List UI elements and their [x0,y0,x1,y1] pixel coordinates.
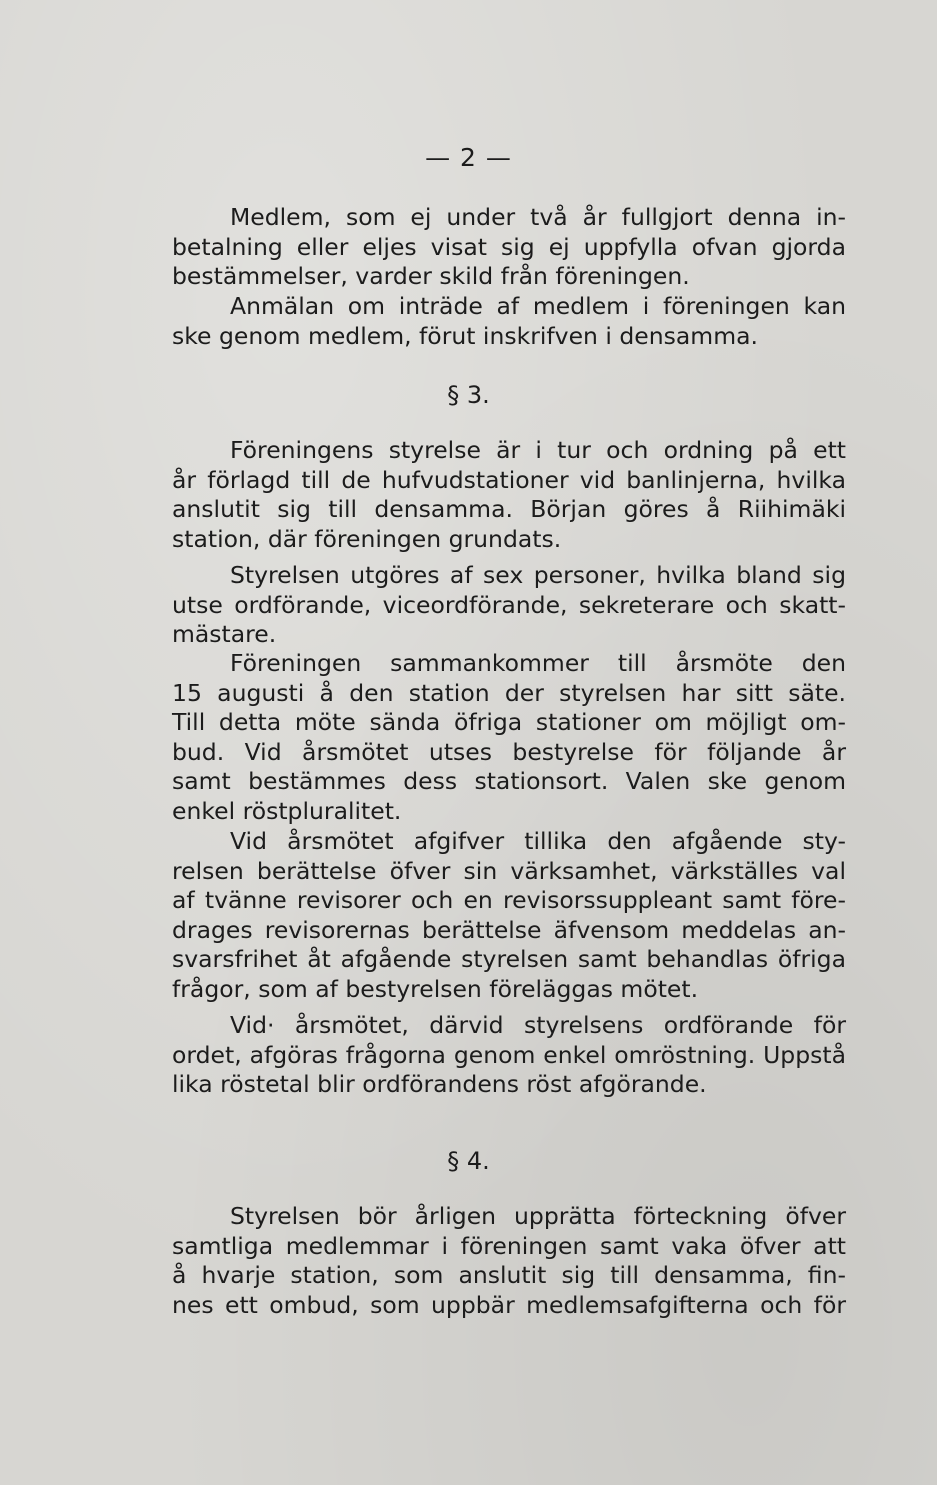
page-number: — 2 — [425,143,512,172]
text-line: betalning eller eljes visat sig ej uppfylla ofvan gjorda [172,232,846,261]
paragraph-board-composition [172,561,846,650]
text-line: lika röstetal blir ordförandens röst afgörande. [172,1070,707,1099]
paragraph-membership-removal [172,203,846,292]
text-line: frågor, som af bestyrelsen föreläggas mötet. [172,974,699,1003]
text-line: Anmälan om inträde af medlem i föreningen kan [230,292,846,320]
text-line: samtliga medlemmar i föreningen samt vaka öfver att [172,1231,846,1260]
paragraph-annual-report [172,827,846,1005]
paragraph-member-register [172,1202,846,1320]
paragraph-board-location [172,436,846,554]
text-line: anslutit sig till densamma. Början göres å Riihimäki [172,495,846,524]
text-line: drages revisorernas berättelse äfvensom meddelas an- [172,915,846,944]
text-line: station, där föreningen grundats. [172,524,562,553]
text-line: samt bestämmes dess stationsort. Valen ske genom [172,767,846,796]
text-line: enkel röstpluralitet. [172,796,402,825]
text-line: Styrelsen bör årligen upprätta förteckning öfver [230,1202,846,1230]
text-line: ordet, afgöras frågorna genom enkel omröstning. Uppstå [172,1040,846,1069]
text-line: Föreningens styrelse är i tur och ordning på ett [230,436,846,464]
text-line: bud. Vid årsmötet utses bestyrelse för följande år [172,737,846,766]
text-line: 15 augusti å den station der styrelsen har sitt säte. [172,678,846,707]
text-line: mästare. [172,620,277,649]
text-line: Till detta möte sända öfriga stationer om möjligt om- [172,708,846,737]
text-line: å hvarje station, som anslutit sig till densamma, fin- [172,1261,846,1290]
section-heading-4: § 4. [447,1147,490,1175]
text-line: Vid årsmötet afgifver tillika den afgående sty- [230,827,846,855]
section-heading-3: § 3. [447,381,490,409]
paragraph-voting [172,1011,846,1100]
text-line: Vid· årsmötet, därvid styrelsens ordförande för [230,1011,846,1039]
text-line: utse ordförande, viceordförande, sekreterare och skatt- [172,590,846,619]
text-line: år förlagd till de hufvudstationer vid banlinjerna, hvilka [172,465,846,494]
text-line: bestämmelser, varder skild från föreningen. [172,262,690,291]
text-line: Medlem, som ej under två år fullgjort denna in- [230,203,846,231]
paragraph-membership-application [172,292,846,351]
text-line: nes ett ombud, som uppbär medlemsafgifterna och för [172,1290,846,1319]
paragraph-annual-meeting [172,649,846,827]
text-line: svarsfrihet åt afgående styrelsen samt behandlas öfriga [172,945,846,974]
text-line: af tvänne revisorer och en revisorssuppleant samt före- [172,886,846,915]
text-line: relsen berättelse öfver sin värksamhet, värkställes val [172,856,846,885]
text-line: Föreningen sammankommer till årsmöte den [230,649,846,677]
text-line: ske genom medlem, förut inskrifven i densamma. [172,321,758,350]
text-line: Styrelsen utgöres af sex personer, hvilka bland sig [230,561,846,589]
